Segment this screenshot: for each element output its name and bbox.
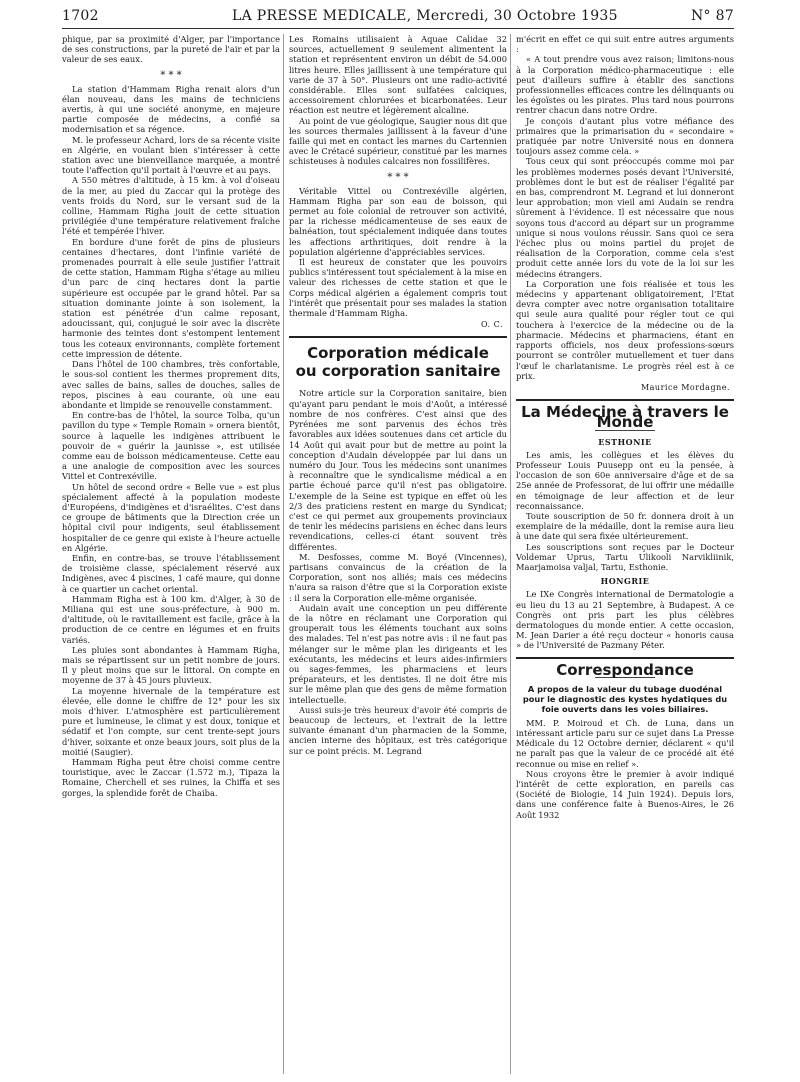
- paragraph: A 550 mètres d'altitude, à 15 km. à vol d'oiseau de la mer, au pied du Zaccar qui la protège des vents froids du Nord, sur le versant sud de la colline, Hammam Righa jouit de cette situation privilégiée d'une température relativement fraîche l'été et tempérée l'hiver.: [62, 175, 280, 237]
- section-title-correspondance: Correspondance: [556, 660, 694, 679]
- subsection-hongrie: HONGRIE: [600, 576, 650, 587]
- paragraph: MM. P. Moiroud et Ch. de Luna, dans un intéressant article paru sur ce sujet dans La Presse Médicale du 12 Octobre dernier, déclarent « qu'il ne paraît pas que la valeur de ce procédé ait été reconnue ou mise en relief ».: [516, 717, 734, 769]
- paragraph: Hammam Righa est à 100 km. d'Alger, à 30 de Miliana qui est une sous-préfecture, à 900 m. d'altitude, où le ravitaillement est facile, grâce à la production de ce centre en légumes et en fruits variés.: [62, 593, 280, 645]
- page-number: 1702: [62, 8, 99, 24]
- paragraph: Nous croyons être le premier à avoir indiqué l'intérêt de cette exploration, en pareils cas (Société de Biologie, 14 Juin 1924). Depuis lors, dans une conférence faite à Buenos-Aires, le 26 Août 1932: [516, 768, 734, 820]
- paragraph: Notre article sur la Corporation sanitaire, bien qu'ayant paru pendant le mois d'Août, a intéressé nombre de nos confrères. C'est ainsi que des Pyrénées me sont parvenus des échos très favorables aux idées soutenues dans cet article du 14 Août qui avait pour but de mettre au point la conception d'Audain développée par lui dans un numéro du Jour. Tous les médecins sont unanimes à reconnaître que le syndicalisme médical a en partie échoué parce qu'il n'est pas obligatoire. L'exemple de la Seine est typique en effet où les 2/3 des praticiens restent en marge du Syndicat; c'est ce qui permet aux groupements provinciaux de tenir les médecins parisiens en échec dans leurs revendications, celles-ci étant souvent très différentes.: [289, 388, 507, 552]
- paragraph: Les Romains utilisaient à Aquae Calidae 32 sources, actuellement 9 seulement alimentent la station et représentent environ un débit de 54.000 litres heure. Elles jaillissent à une température qui varie de 37 à 50°. Plusieurs ont une radio-activité considérable. Elles sont sulfatées calciques, accessoirement chlorurées et bicarbonatées. Leur réaction est neutre et légèrement alcaline.: [289, 34, 507, 116]
- paragraph: Les pluies sont abondantes à Hammam Righa, mais se répartissent sur un petit nombre de jours. Il y pleut moins que sur le littoral. On compte en moyenne de 37 à 45 jours pluvieux.: [62, 644, 280, 686]
- paragraph: Un hôtel de second ordre « Belle vue » est plus spécialement affecté à la population modeste d'Européens, d'indigènes et d'israélites. C'est dans ce groupe de bâtiments que la Direction crée un hôpital civil pour indigents, seul établissement hospitalier de ce genre qui existe à l'heure actuelle en Algérie.: [62, 481, 280, 553]
- paragraph: phique, par sa proximité d'Alger, par l'importance de ses constructions, par la pureté de l'air et par la valeur de ses eaux.: [62, 34, 280, 65]
- section-rule: [516, 657, 734, 659]
- article-title: [289, 344, 507, 380]
- paragraph: En bordure d'une forêt de pins de plusieurs centaines d'hectares, dont l'infinie variété de promenades pourrait à elle seule justifier l'attrait de cette station, Hammam Righa s'étage au milieu d'un parc de cinq hectares dont la partie supérieure est occupée par le grand hôtel. Par sa situation dominante jointe à son isolement, la station est pénétrée d'un calme reposant, adoucissant, qui, conjugué le soir avec la discrète harmonie des teintes dont s'estompent lentement tous les coteaux environnants, complète fortement cette impression de détente.: [62, 236, 280, 359]
- article-title-line1: Corporation médicale: [307, 344, 489, 363]
- correspondence-heading: A propos de la valeur du tubage duodénal pour le diagnostic des kystes hydatiques du foie ouverts dans les voies biliaires.: [522, 683, 728, 714]
- paragraph: Audain avait une conception un peu différente de la nôtre en réclamant une Corporation qui grouperait tous les éléments touchant aux soins des malades. Tel n'est pas notre avis : il ne faut pas mélanger sur le même plan les dirigeants et les exécutants, les médecins et leurs aides-infirmiers ou sages-femmes, les pharmaciens et leurs préparateurs, et les dentistes. Il ne doit être mis sur le même plan que des gens de même formation intellectuelle.: [289, 602, 507, 705]
- paragraph: Dans l'hôtel de 100 chambres, très confortable, le sous-sol contient les thermes proprement dits, avec salles de bains, salles de douches, salles de repos, piscines à eau courante, où une eau abondante et limpide se renouvelle constamment.: [62, 359, 280, 410]
- column-middle: [289, 34, 507, 756]
- subsection-esthonie: ESTHONIE: [598, 436, 652, 447]
- paragraph: La moyenne hivernale de la température est élevée, elle donne le chiffre de 12° pour les six mois d'hiver. L'atmosphère est particulièrement pure et lumineuse, le climat y est doux, tonique et sédatif et l'on compte, sur cent trente-sept jours d'hiver, soixante et onze beaux jours, soit plus de la moitié (Saugier).: [62, 685, 280, 757]
- paragraph: Aussi suis-je très heureux d'avoir été compris de beaucoup de lecteurs, et l'extrait de la lettre suivante émanant d'un pharmacien de la Somme, ancien interne des hôpitaux, est très catégorique sur ce point précis. M. Legrand: [289, 704, 507, 756]
- article-signature: Maurice Mordagne.: [640, 382, 730, 392]
- paragraph: Hammam Righa peut être choisi comme centre touristique, avec le Zaccar (1.572 m.), Tipaza la Romaine, Cherchell et ses ruines, la Chiffa et ses gorges, la splendide forêt de Chaiba.: [62, 757, 280, 798]
- section-title-world: La Médecine à travers le Monde: [521, 403, 729, 432]
- journal-title: LA PRESSE MEDICALE, Mercredi, 30 Octobre 1935: [232, 8, 618, 24]
- paragraph: Le IXe Congrès international de Dermatologie a eu lieu du 13 au 21 Septembre, à Budapest. A ce Congrès ont pris part les plus célèbres dermatologues du monde entier. A cette occasion, M. Jean Darier a été reçu docteur « honoris causa » de l'Université de Pazmany Péter.: [516, 589, 734, 651]
- article-title-line2: ou corporation sanitaire: [295, 362, 501, 381]
- paragraph: Il est heureux de constater que les pouvoirs publics s'intéressent tout spécialement à la mise en valeur des richesses de cette station et que le Corps médical algérien a également compris tout l'intérêt que présentait pour ses malades la station thermale d'Hammam Righa.: [289, 257, 507, 319]
- paragraph: Véritable Vittel ou Contrexéville algérien, Hammam Righa par son eau de boisson, qui permet au foie colonial de retrouver son activité, par la richesse médicamenteuse de ses eaux de balnéation, tout spécialement indiquée dans toutes les affections arthritiques, doit rendre à la population algérienne d'appréciables services.: [289, 185, 507, 257]
- column-right: [516, 34, 734, 820]
- paragraph: M. Desfosses, comme M. Boyé (Vincennes), partisans convaincus de la création de la Corporation, sont nos alliés; mais ces médecins n'aura sa raison d'être que si la Corporation existe : il sera la Corporation elle-même organisée.: [289, 551, 507, 603]
- paragraph: Tous ceux qui sont préoccupés comme moi par les problèmes modernes posés devant l'Université, problèmes dont le but est de réaliser l'égalité par en bas, comprendront M. Legrand et lui donneront leur approbation; mon vieil ami Audain se rendra sûrement à l'évidence. Il est nécessaire que nous soyons tous d'accord au départ sur un programme unique si nous voulons réussir. Sans quoi ce sera l'échec plus ou moins partiel du projet de réalisation de la Corporation, comme cela s'est produit cette année lors du vote de la loi sur les médecins étrangers.: [516, 156, 734, 279]
- issue-number: N° 87: [690, 8, 734, 24]
- header-rule: [62, 28, 734, 29]
- paragraph: Enfin, en contre-bas, se trouve l'établissement de troisième classe, spécialement réservé aux Indigènes, avec 4 piscines, 1 café maure, qui donne à ce quartier un cachet oriental.: [62, 552, 280, 594]
- column-divider: [283, 34, 284, 1074]
- paragraph: La Corporation une fois réalisée et tous les médecins y appartenant obligatoirement, l'Etat devra compter avec notre organisation totalitaire qui seule aura qualité pour régler tout ce qui touchera à l'exercice de la médecine ou de la pharmacie. Médecins et pharmaciens, étant en rapports officiels, nos deux professions-sœurs pourront se contrôler mutuellement et tuer dans l'œuf le charlatanisme. Le progrès réel est à ce prix.: [516, 278, 734, 381]
- section-rule: [516, 399, 734, 401]
- paragraph: Au point de vue géologique, Saugier nous dit que les sources thermales jaillissent à la faveur d'une faille qui met en contact les marnes du Cartennien avec le Crétacé supérieur, constitué par les marnes schisteuses à nodules calcaires non fossilifères.: [289, 115, 507, 167]
- paragraph: Les amis, les collègues et les élèves du Professeur Louis Puusepp ont eu la pensée, à l'occasion de son 60e anniversaire d'âge et de sa 25e année de Professorat, de lui offrir une médaille en témoignage de leur affection et de leur reconnaissance.: [516, 449, 734, 511]
- paragraph: m'écrit en effet ce qui suit entre autres arguments :: [516, 34, 734, 55]
- paragraph: Les souscriptions sont reçues par le Docteur Voldemar Uprus, Tartu Ulikooli Narvikliinik, Maarjamoisa valjal, Tartu, Esthonie.: [516, 541, 734, 572]
- section-rule: [289, 336, 507, 338]
- paragraph: Toute souscription de 50 fr. donnera droit à un exemplaire de la médaille, dont la remise aura lieu à une date qui sera fixée ultérieurement.: [516, 510, 734, 542]
- paragraph: M. le professeur Achard, lors de sa récente visite en Algérie, en voulant bien s'intéresser à cette station avec une bienveillance marquée, a montré toute l'affection qu'il portait à l'œuvre et au pays.: [62, 134, 280, 176]
- section-separator: * * *: [387, 171, 409, 183]
- paragraph: Je conçois d'autant plus votre méfiance des primaires que la primarisation du « secondaire » pratiquée par notre Université nous en donnera toujours assez comme cela. »: [516, 115, 734, 157]
- column-left: [62, 34, 280, 798]
- page-header: [62, 4, 734, 26]
- section-separator: * * *: [160, 69, 182, 81]
- article-signature: O. C.: [480, 320, 503, 330]
- paragraph: « A tout prendre vous avez raison; limitons-nous à la Corporation médico-pharmaceutique : elle peut d'ailleurs suffire à établir des sanctions professionnelles efficaces contre les délinquants ou les égoïstes ou les pirates. Plus tard nous pourrons rentrer chacun dans notre Ordre.: [516, 54, 734, 116]
- paragraph: En contre-bas de l'hôtel, la source Tolba, qu'un pavillon du type « Temple Romain » ornera bientôt, source à laquelle les indigènes attribuent le pouvoir de « guérir la jaunisse », est utilisée comme eau de boisson médicamenteuse. Cette eau a une analogie de composition avec les sources Vittel et Contrexéville.: [62, 410, 280, 482]
- column-divider: [510, 34, 511, 1074]
- paragraph: La station d'Hammam Righa renait alors d'un élan nouveau, dans les mains de techniciens avertis, à qui une société anonyme, en majeure partie composée de médecins, a confié sa modernisation et sa régence.: [62, 83, 280, 135]
